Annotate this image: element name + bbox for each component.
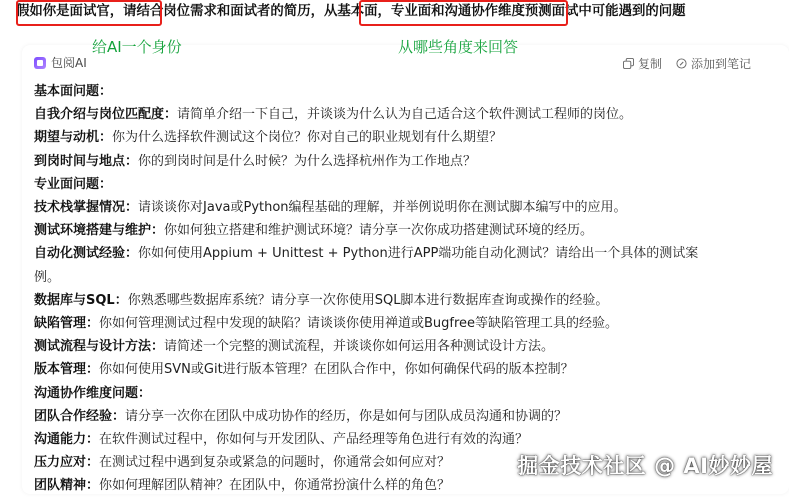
list-item: 测试流程与设计方法：请简述一个完整的测试流程，并谈谈你如何运用各种测试设计方法。 xyxy=(34,339,555,355)
list-item: 数据库与SQL：你熟悉哪些数据库系统？请分享一次你使用SQL脚本进行数据库查询或操作的经验。 xyxy=(34,292,609,308)
copy-icon xyxy=(623,58,634,69)
prompt-tail: 预测面试中可能遇到的问题 xyxy=(524,4,686,19)
card-actions xyxy=(623,55,751,72)
add-to-notes-button[interactable] xyxy=(676,55,751,72)
list-item: 压力应对：在测试过程中遇到复杂或紧急的问题时，你通常会如何应对？ xyxy=(34,455,451,471)
list-item: 版本管理：你如何使用SVN或Git进行版本管理？在团队合作中，你如何确保代码的版本控制？ xyxy=(34,362,574,378)
prompt-mid: ，请结合岗位需求和面试者的简历，从 xyxy=(109,4,338,19)
assistant-name: 包阅AI xyxy=(51,56,87,70)
section-basic-heading: 基本面问题： xyxy=(34,84,113,99)
list-item-continuation: 例。 xyxy=(34,269,61,285)
role-highlight-box xyxy=(16,0,162,26)
list-item: 缺陷管理：你如何管理测试过程中发现的缺陷？请谈谈你使用禅道或Bugfree等缺陷管理工具的经验。 xyxy=(34,316,619,332)
answer-content xyxy=(34,80,764,498)
list-item: 沟通能力：在软件测试过程中，你如何与开发团队、产品经理等角色进行有效的沟通？ xyxy=(34,432,529,448)
list-item: 测试环境搭建与维护：你如何独立搭建和维护测试环境？请分享一次你成功搭建测试环境的经历。 xyxy=(34,223,594,239)
section-pro-heading: 专业面问题： xyxy=(34,176,113,192)
list-item: 到岗时间与地点：你的到岗时间是什么时候？为什么选择杭州作为工作地点？ xyxy=(34,153,477,169)
assistant-header xyxy=(34,54,87,71)
prompt-dims: 基本面，专业面和沟通协作维度 xyxy=(337,4,525,19)
annotation-role: 给AI一个身份 xyxy=(92,38,182,56)
list-item: 自我介绍与岗位匹配度：请简单介绍一下自己，并谈谈为什么认为自己适合这个软件测试工程师的岗位。 xyxy=(34,107,633,123)
watermark: 掘金技术社区 @ AI妙妙屋 xyxy=(517,454,773,478)
dimensions-highlight-box xyxy=(359,0,568,26)
copy-button[interactable] xyxy=(623,55,662,72)
list-item: 团队精神：你如何理解团队精神？在团队中，你通常扮演什么样的角色？ xyxy=(34,478,451,494)
prompt-role: 假如你是面试官 xyxy=(16,4,110,19)
annotation-dimensions: 从哪些角度来回答 xyxy=(398,38,519,56)
section-comm-heading: 沟通协作维度问题： xyxy=(34,385,152,401)
note-icon xyxy=(676,58,687,69)
list-item: 期望与动机：你为什么选择软件测试这个岗位？你对自己的职业规划有什么期望？ xyxy=(34,130,503,146)
copy-label: 复制 xyxy=(637,57,662,71)
add-to-notes-label: 添加到笔记 xyxy=(690,57,751,71)
list-item: 团队合作经验：请分享一次你在团队中成功协作的经历，你是如何与团队成员沟通和协调的？ xyxy=(34,408,568,424)
list-item: 技术栈掌握情况：请谈谈你对Java或Python编程基础的理解，并举例说明你在测试脚本编写中的应用。 xyxy=(34,200,627,216)
list-item: 自动化测试经验：你如何使用Appium + Unittest + Python进行APP端功能自动化测试？请给出一个具体的测试案 xyxy=(34,246,699,262)
assistant-logo-icon xyxy=(34,57,46,69)
